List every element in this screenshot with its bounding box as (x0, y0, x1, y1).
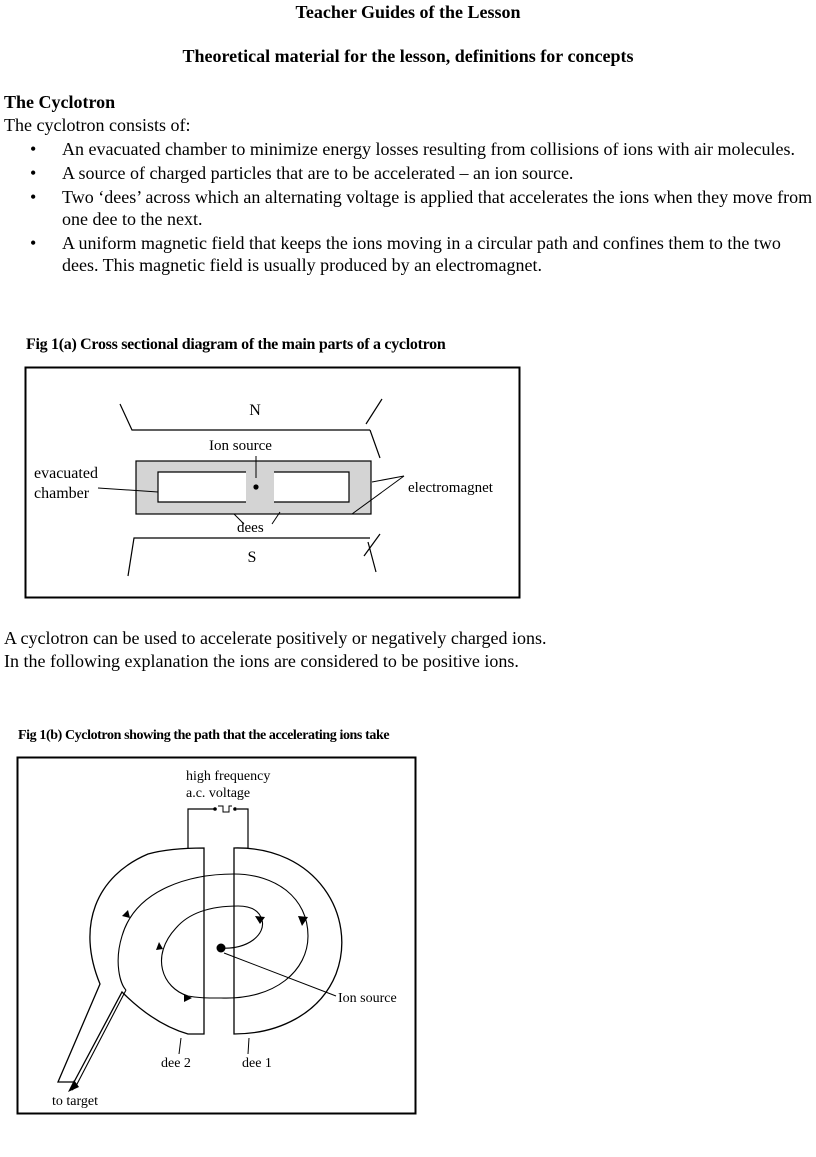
bullet-icon: • (30, 233, 37, 253)
list-item: • Two ‘dees’ across which an alternating voltage is applied that accelerates the ions when they move from one dee to the next. (30, 187, 813, 229)
electromagnet-label: electromagnet (408, 480, 493, 496)
figure-1a-caption: Fig 1(a) Cross sectional diagram of the main parts of a cyclotron (26, 336, 446, 353)
ion-source-label: Ion source (209, 438, 272, 454)
paragraph: A cyclotron can be used to accelerate positively or negatively charged ions. (4, 628, 547, 648)
chamber-label: chamber (34, 485, 90, 502)
ion-path (118, 874, 308, 998)
page-header-subtitle: Theoretical material for the lesson, definitions for concepts (182, 46, 634, 66)
dee-2 (58, 848, 204, 1082)
north-pole-piece (120, 404, 370, 430)
list-item: • An evacuated chamber to minimize energy losses resulting from collisions of ions with air molecules. (30, 139, 795, 159)
evacuated-label: evacuated (34, 465, 98, 482)
ion-source-dot (217, 944, 226, 953)
hf-label: high frequency (186, 769, 271, 784)
list-item: • A source of charged particles that are to be accelerated – an ion source. (30, 163, 574, 183)
section-title: The Cyclotron (4, 92, 116, 112)
bullet-icon: • (30, 187, 37, 207)
page-header-title: Teacher Guides of the Lesson (295, 2, 521, 22)
dees-label: dees (237, 520, 264, 536)
dee-1-label: dee 1 (242, 1056, 272, 1071)
cyclotron-ion-path-diagram (16, 756, 418, 1116)
square-wave-icon (218, 806, 232, 812)
ac-voltage-label: a.c. voltage (186, 786, 251, 801)
dee-right (274, 472, 349, 502)
list-item: • A uniform magnetic field that keeps the ions moving in a circular path and confines them to the two dees. This magnetic field is usually produced by an electromagnet. (30, 233, 781, 275)
dee-left (158, 472, 246, 502)
paragraph: In the following explanation the ions are considered to be positive ions. (4, 651, 519, 671)
dee-2-label: dee 2 (161, 1056, 191, 1071)
bullet-icon: • (30, 163, 37, 183)
target-label: to target (52, 1094, 99, 1109)
ion-source-dot (253, 484, 258, 489)
bullet-icon: • (30, 139, 37, 159)
ion-source-label: Ion source (338, 991, 397, 1006)
figure-frame (18, 758, 416, 1114)
section-intro: The cyclotron consists of: (4, 115, 191, 135)
cyclotron-cross-section-diagram (24, 366, 522, 600)
dee-1 (234, 848, 342, 1034)
south-label: S (247, 549, 257, 566)
figure-1b-caption: Fig 1(b) Cyclotron showing the path that the accelerating ions take (18, 728, 390, 743)
north-label: N (249, 402, 261, 419)
component-list (0, 138, 816, 278)
